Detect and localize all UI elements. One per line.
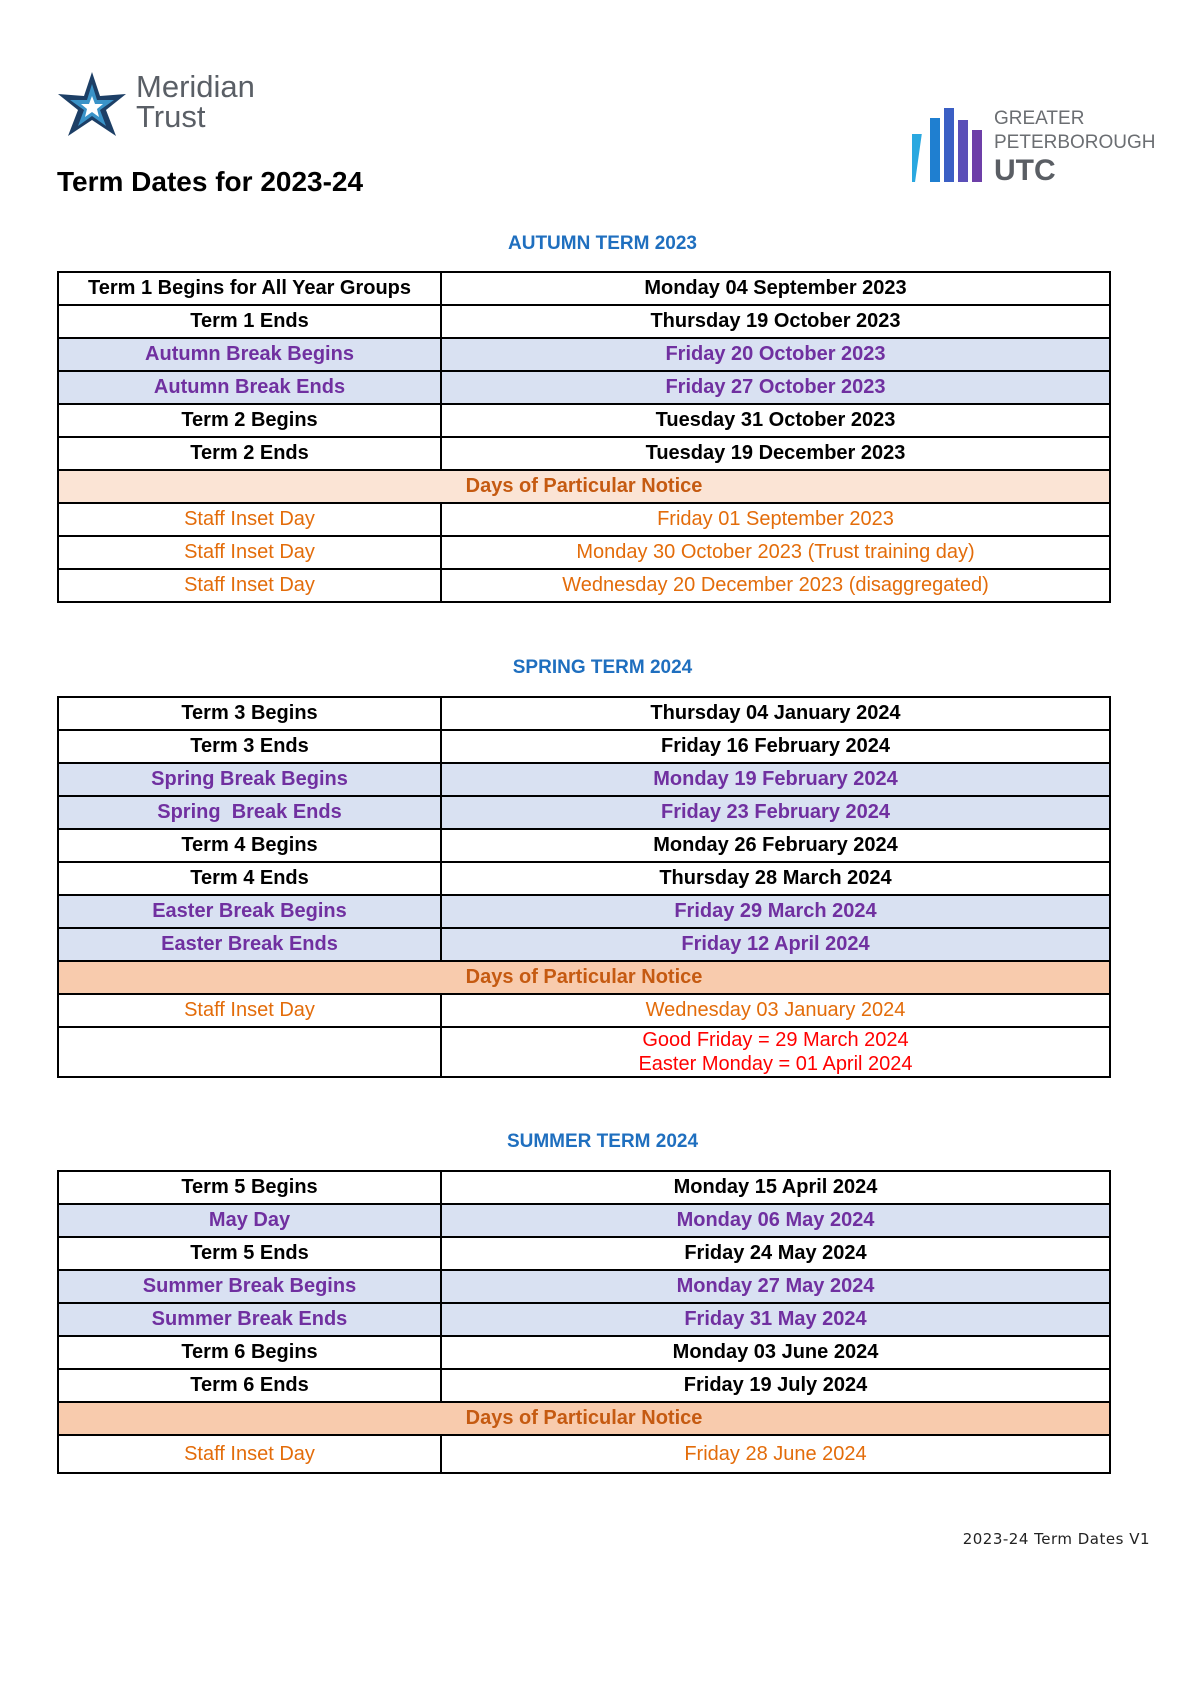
greater-peterborough-utc-logo bbox=[912, 104, 1156, 190]
row-label: Term 2 Begins bbox=[58, 404, 441, 437]
notice-row bbox=[58, 470, 1110, 503]
summer-heading: SUMMER TERM 2024 bbox=[506, 1131, 699, 1152]
row-label: Term 1 Ends bbox=[58, 305, 441, 338]
row-label: Term 4 Ends bbox=[58, 862, 441, 895]
row-date: Friday 28 June 2024 bbox=[441, 1435, 1110, 1473]
row-label: May Day bbox=[58, 1204, 441, 1237]
row-date: Monday 15 April 2024 bbox=[441, 1171, 1110, 1204]
row-date: Friday 20 October 2023 bbox=[441, 338, 1110, 371]
notice-row bbox=[58, 1402, 1110, 1435]
table-row bbox=[58, 404, 1110, 437]
row-date: Tuesday 31 October 2023 bbox=[441, 404, 1110, 437]
table-row bbox=[58, 305, 1110, 338]
table-row bbox=[58, 503, 1110, 536]
spring-table bbox=[57, 696, 1111, 1078]
notice-label: Days of Particular Notice bbox=[58, 470, 1110, 503]
row-date: Monday 06 May 2024 bbox=[441, 1204, 1110, 1237]
notice-label: Days of Particular Notice bbox=[58, 961, 1110, 994]
table-row bbox=[58, 763, 1110, 796]
notice-row bbox=[58, 961, 1110, 994]
notice-label: Days of Particular Notice bbox=[58, 1402, 1110, 1435]
table-row bbox=[58, 928, 1110, 961]
table-row bbox=[58, 697, 1110, 730]
row-label: Term 6 Ends bbox=[58, 1369, 441, 1402]
table-row bbox=[58, 829, 1110, 862]
table-row bbox=[58, 1369, 1110, 1402]
row-date: Wednesday 20 December 2023 (disaggregated) bbox=[441, 569, 1110, 602]
row-label: Staff Inset Day bbox=[58, 994, 441, 1027]
row-date: Thursday 19 October 2023 bbox=[441, 305, 1110, 338]
row-label: Term 3 Begins bbox=[58, 697, 441, 730]
table-row bbox=[58, 895, 1110, 928]
row-label: Easter Break Begins bbox=[58, 895, 441, 928]
row-label: Staff Inset Day bbox=[58, 1435, 441, 1473]
row-date: Friday 31 May 2024 bbox=[441, 1303, 1110, 1336]
row-date: Tuesday 19 December 2023 bbox=[441, 437, 1110, 470]
meridian-trust-logo bbox=[56, 70, 296, 142]
page-title: Term Dates for 2023-24 bbox=[57, 166, 364, 197]
table-row bbox=[58, 1027, 1110, 1077]
row-date: Monday 03 June 2024 bbox=[441, 1336, 1110, 1369]
row-label: Term 5 Begins bbox=[58, 1171, 441, 1204]
table-row bbox=[58, 994, 1110, 1027]
table-row bbox=[58, 1204, 1110, 1237]
row-date: Monday 30 October 2023 (Trust training day) bbox=[441, 536, 1110, 569]
table-row bbox=[58, 796, 1110, 829]
row-date: Thursday 28 March 2024 bbox=[441, 862, 1110, 895]
table-row bbox=[58, 371, 1110, 404]
table-row bbox=[58, 1303, 1110, 1336]
table-row bbox=[58, 437, 1110, 470]
row-label: Term 2 Ends bbox=[58, 437, 441, 470]
table-row bbox=[58, 730, 1110, 763]
row-label: Staff Inset Day bbox=[58, 503, 441, 536]
row-label: Summer Break Ends bbox=[58, 1303, 441, 1336]
spring-heading: SPRING TERM 2024 bbox=[512, 657, 693, 678]
row-label: Staff Inset Day bbox=[58, 536, 441, 569]
table-row bbox=[58, 1237, 1110, 1270]
row-label: Easter Break Ends bbox=[58, 928, 441, 961]
row-label: Term 6 Begins bbox=[58, 1336, 441, 1369]
summer-table bbox=[57, 1170, 1111, 1474]
logo-text-utc: UTC bbox=[994, 154, 1056, 187]
row-date: Thursday 04 January 2024 bbox=[441, 697, 1110, 730]
row-date: Monday 04 September 2023 bbox=[441, 272, 1110, 305]
row-label: Term 1 Begins for All Year Groups bbox=[58, 272, 441, 305]
table-row bbox=[58, 862, 1110, 895]
table-row bbox=[58, 272, 1110, 305]
table-row bbox=[58, 1336, 1110, 1369]
autumn-table bbox=[57, 271, 1111, 603]
logo-text-peterborough: PETERBOROUGH bbox=[994, 132, 1156, 153]
table-row bbox=[58, 1435, 1110, 1473]
row-date: Friday 23 February 2024 bbox=[441, 796, 1110, 829]
row-label: Summer Break Begins bbox=[58, 1270, 441, 1303]
row-label: Term 3 Ends bbox=[58, 730, 441, 763]
utc-bars-icon bbox=[912, 104, 988, 186]
table-row bbox=[58, 1270, 1110, 1303]
good-friday: Good Friday = 29 March 2024 bbox=[642, 1029, 909, 1051]
row-date: Monday 27 May 2024 bbox=[441, 1270, 1110, 1303]
row-date: Friday 27 October 2023 bbox=[441, 371, 1110, 404]
row-date: Friday 12 April 2024 bbox=[441, 928, 1110, 961]
row-date: Friday 29 March 2024 bbox=[441, 895, 1110, 928]
empty-cell bbox=[58, 1027, 441, 1077]
row-label: Spring Break Begins bbox=[58, 763, 441, 796]
holiday-dates bbox=[441, 1027, 1110, 1077]
row-label: Term 4 Begins bbox=[58, 829, 441, 862]
row-date: Friday 24 May 2024 bbox=[441, 1237, 1110, 1270]
row-date: Friday 01 September 2023 bbox=[441, 503, 1110, 536]
row-date: Friday 19 July 2024 bbox=[441, 1369, 1110, 1402]
row-date: Monday 19 February 2024 bbox=[441, 763, 1110, 796]
row-date: Monday 26 February 2024 bbox=[441, 829, 1110, 862]
row-date: Wednesday 03 January 2024 bbox=[441, 994, 1110, 1027]
easter-monday: Easter Monday = 01 April 2024 bbox=[638, 1053, 913, 1075]
logo-text-line2: Trust bbox=[136, 99, 206, 134]
logo-text-greater: GREATER bbox=[994, 108, 1085, 129]
autumn-heading: AUTUMN TERM 2023 bbox=[508, 233, 697, 254]
row-label: Spring Break Ends bbox=[58, 796, 441, 829]
row-label: Autumn Break Ends bbox=[58, 371, 441, 404]
table-row bbox=[58, 536, 1110, 569]
table-row bbox=[58, 338, 1110, 371]
table-row bbox=[58, 569, 1110, 602]
row-label: Staff Inset Day bbox=[58, 569, 441, 602]
logo-text-line1: Meridian bbox=[136, 69, 255, 104]
row-date: Friday 16 February 2024 bbox=[441, 730, 1110, 763]
document-version-footer: 2023-24 Term Dates V1 bbox=[962, 1530, 1150, 1548]
star-icon bbox=[56, 70, 128, 142]
row-label: Autumn Break Begins bbox=[58, 338, 441, 371]
table-row bbox=[58, 1171, 1110, 1204]
row-label: Term 5 Ends bbox=[58, 1237, 441, 1270]
